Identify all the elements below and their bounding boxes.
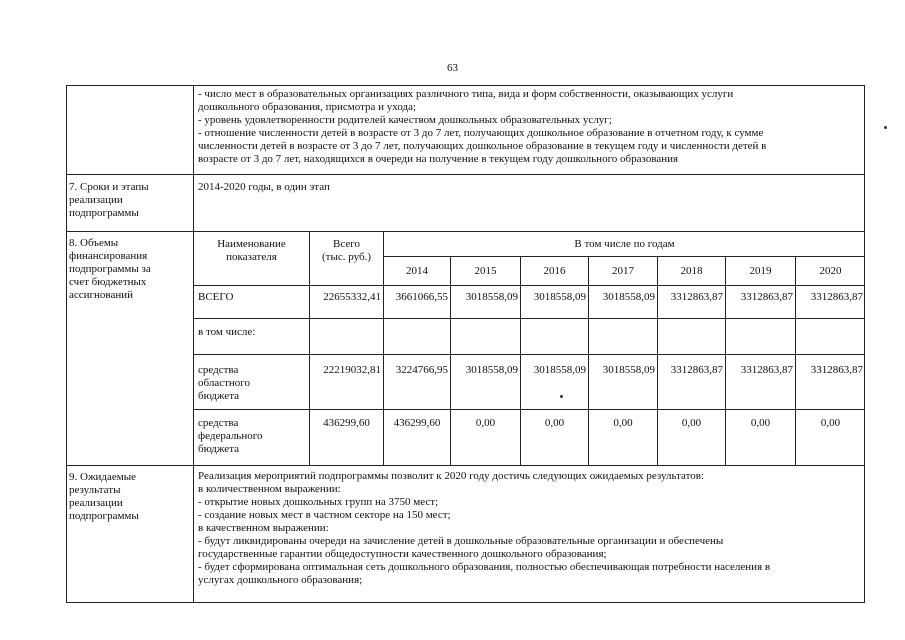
cell-value: 3018558,09 [465,291,518,303]
cell-value: 3312863,87 [670,364,723,376]
header-total: Всего [333,238,360,250]
inner-grid-line [725,256,726,465]
text-line: - отношение численности детей в возрасте от 3 до 7 лет, получающих дошкольное образование в отчетном году, к сумме [198,127,764,139]
row-name: бюджета [198,390,240,402]
row-label-line: подпрограммы за [69,263,151,275]
text-line: дошкольного образования, присмотра и ухода; [198,101,417,113]
row-name: областного [198,377,251,389]
row-label-line: подпрограммы [69,207,139,219]
year-header: 2014 [406,265,428,277]
cell-value: 3312863,87 [740,291,793,303]
row-label-line: 7. Сроки и этапы [69,181,149,193]
inner-grid-line [657,256,658,465]
row-name: бюджета [198,443,240,455]
row-label-line: 8. Объемы [69,237,119,249]
inner-grid-line [383,256,865,257]
row-divider [66,174,865,175]
row-name: средства [198,417,239,429]
header-years-caption: В том числе по годам [574,238,675,250]
cell-value: 0,00 [820,417,841,429]
year-header: 2018 [680,265,703,277]
scan-speck [884,126,887,129]
row-label-line: реализации [69,194,123,206]
scan-speck [560,395,563,398]
page-number: 63 [447,62,458,74]
cell-total: 22655332,41 [323,291,381,303]
text-line: - уровень удовлетворенности родителей качеством дошкольных образовательных услуг; [198,114,612,126]
text-line: возрасте от 3 до 7 лет, находящихся в очереди на получение в текущем году дошкольного образования [198,153,679,165]
text-line: в качественном выражении: [198,522,329,534]
row-label-line: счет бюджетных [69,276,147,288]
inner-grid-line [193,409,865,410]
text-line: в количественном выражении: [198,483,341,495]
cell-value: 3018558,09 [602,291,655,303]
row-divider [66,231,865,232]
row-label-line: 9. Ожидаемые [69,471,137,483]
row-label-line: реализации [69,497,123,509]
text-line: - будет сформирована оптимальная сеть дошкольного образования, полностью обеспечивающая потребности населения в [198,561,771,573]
cell-total: 22219032,81 [323,364,381,376]
text-line: - открытие новых дошкольных групп на 3750 мест; [198,496,439,508]
inner-grid-line [309,231,310,465]
cell-value: 3018558,09 [533,364,586,376]
cell-total: 436299,60 [323,417,370,429]
header-name: показателя [226,251,277,263]
cell-value: 3312863,87 [670,291,723,303]
cell-value: 3018558,09 [533,291,586,303]
year-header: 2015 [474,265,497,277]
cell-value: 3224766,95 [395,364,448,376]
row-value: 2014-2020 годы, в один этап [198,181,330,193]
inner-grid-line [193,354,865,355]
header-name: Наименование [217,238,286,250]
year-header: 2016 [543,265,566,277]
year-header: 2019 [749,265,772,277]
text-line: - число мест в образовательных организациях различного типа, вида и форм собственности, оказывающих услуги [198,88,734,100]
header-total: (тыс. руб.) [322,251,371,263]
inner-grid-line [450,256,451,465]
cell-value: 3661066,55 [395,291,448,303]
cell-value: 0,00 [475,417,496,429]
cell-value: 3312863,87 [740,364,793,376]
text-line: - создание новых мест в частном секторе на 150 мест; [198,509,451,521]
row-label-line: подпрограммы [69,510,139,522]
year-header: 2020 [819,265,842,277]
inner-grid-line [795,256,796,465]
label-column-divider [193,85,194,603]
cell-value: 0,00 [750,417,771,429]
inner-grid-line [520,256,521,465]
cell-value: 0,00 [613,417,633,429]
cell-value: 3312863,87 [810,364,863,376]
text-line: - будут ликвидированы очереди на зачисление детей в дошкольные образовательные организации и обеспечены [198,535,724,547]
text-line: государственные гарантии общедоступности качественного дошкольного образования; [198,548,607,560]
cell-value: 3018558,09 [602,364,655,376]
row-name: в том числе: [198,326,256,338]
inner-grid-line [193,285,865,286]
cell-value: 0,00 [681,417,702,429]
inner-grid-line [588,256,589,465]
row-name: средства [198,364,239,376]
row-label-line: результаты [69,484,121,496]
cell-value: 3018558,09 [465,364,518,376]
cell-value: 0,00 [544,417,565,429]
row-name: ВСЕГО [198,291,234,303]
row-name: федерального [198,430,263,442]
cell-value: 3312863,87 [810,291,863,303]
year-header: 2017 [612,265,634,277]
row-label-line: финансирования [69,250,148,262]
inner-grid-line [193,318,865,319]
row-label-line: ассигнований [69,289,134,301]
row-divider [66,465,865,466]
text-line: Реализация мероприятий подпрограммы позволит к 2020 году достичь следующих ожидаемых результатов: [198,470,705,482]
cell-value: 436299,60 [393,417,441,429]
text-line: услугах дошкольного образования; [198,574,363,586]
text-line: численности детей в возрасте от 3 до 7 лет, получающих дошкольное образование в текущем году и численности детей в [198,140,767,152]
